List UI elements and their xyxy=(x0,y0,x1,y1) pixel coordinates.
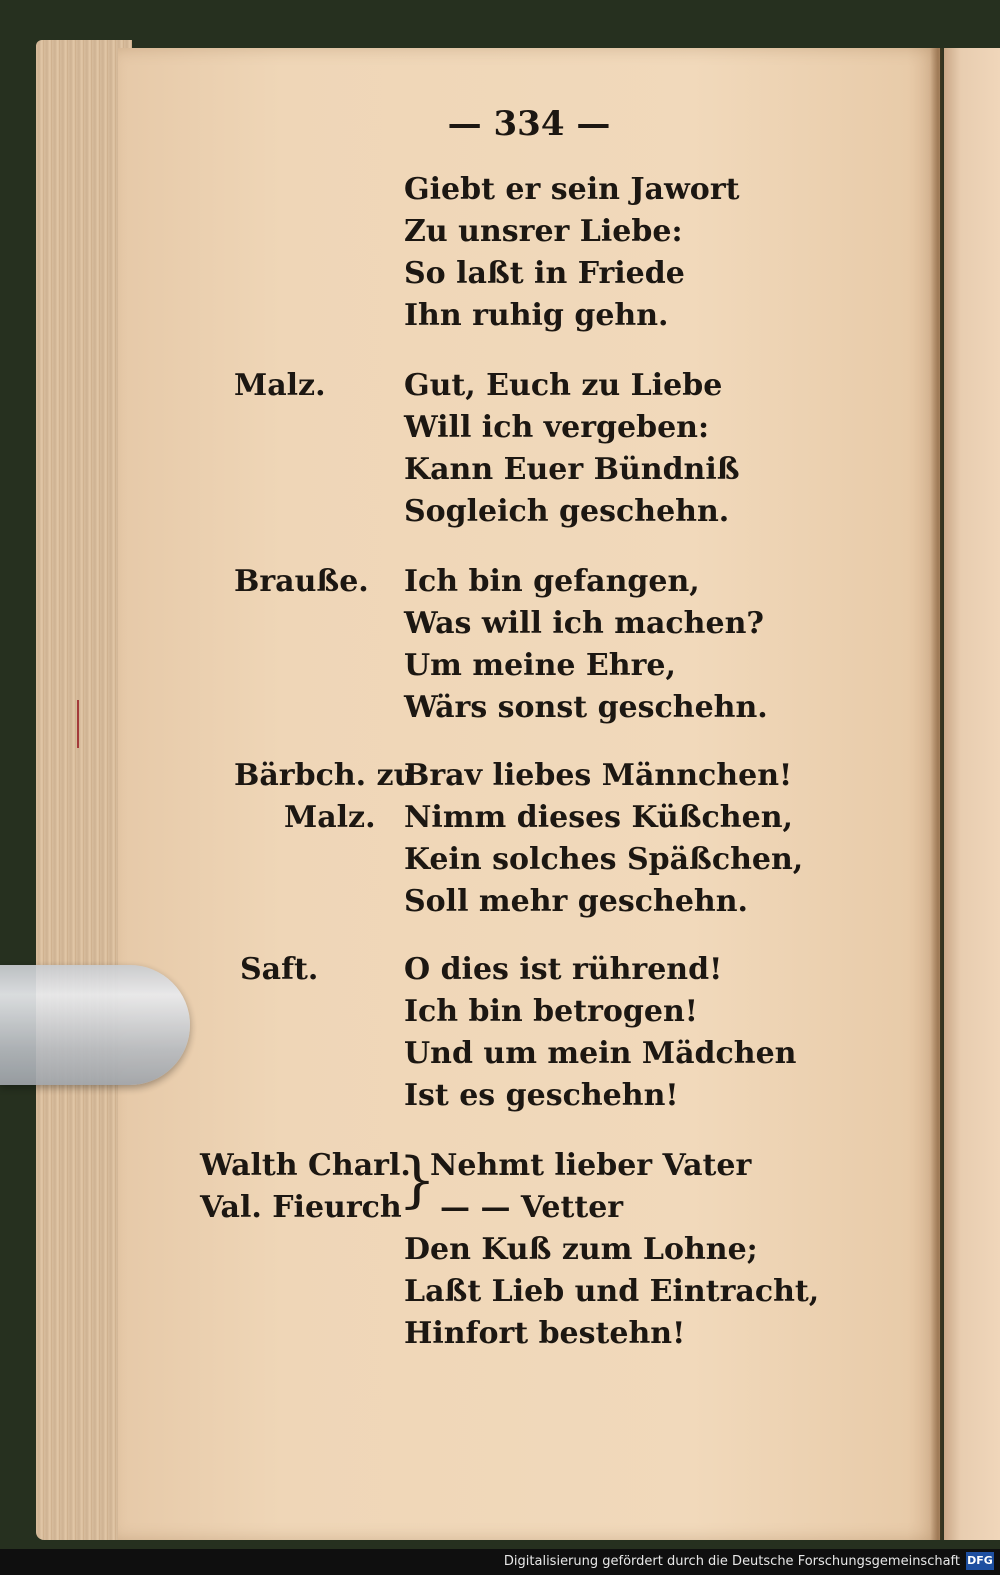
verse-line: Sogleich geschehn. xyxy=(404,494,730,529)
page-number: — 334 — xyxy=(447,104,611,144)
speaker-name: Brauße. xyxy=(234,564,369,599)
brace-symbol: } xyxy=(398,1145,437,1215)
verse-line: Hinfort bestehn! xyxy=(404,1316,686,1351)
red-margin-mark xyxy=(77,700,79,748)
verse-line: Giebt er sein Jawort xyxy=(404,172,740,207)
verse-line: Ich bin betrogen! xyxy=(404,994,698,1029)
verse-line: Und um mein Mädchen xyxy=(404,1036,797,1071)
verse-line: Kein solches Späßchen, xyxy=(404,842,804,877)
facing-page-edge xyxy=(944,48,1000,1540)
verse-line: Was will ich machen? xyxy=(404,606,764,641)
speaker-name-continued: Val. Fieurch xyxy=(200,1190,402,1225)
verse-line: Zu unsrer Liebe: xyxy=(404,214,683,249)
verse-line: — — Vetter xyxy=(440,1190,624,1225)
verse-line: Nimm dieses Küßchen, xyxy=(404,800,793,835)
verse-line: Will ich vergeben: xyxy=(404,410,710,445)
verse-line: Den Kuß zum Lohne; xyxy=(404,1232,758,1267)
verse-line: So laßt in Friede xyxy=(404,256,685,291)
verse-line: Kann Euer Bündniß xyxy=(404,452,740,487)
footer-credit: Digitalisierung gefördert durch die Deutsche Forschungsgemeinschaft xyxy=(503,1554,960,1569)
verse-line: Laßt Lieb und Eintracht, xyxy=(404,1274,820,1309)
verse-line: Ist es geschehn! xyxy=(404,1078,679,1113)
verse-line: Wärs sonst geschehn. xyxy=(404,690,768,725)
verse-line: Ihn ruhig gehn. xyxy=(404,298,669,333)
verse-line: Ich bin gefangen, xyxy=(404,564,700,599)
verse-line: Gut, Euch zu Liebe xyxy=(404,368,723,403)
verse-line: Um meine Ehre, xyxy=(404,648,676,683)
verse-line: Brav liebes Männchen! xyxy=(404,758,793,793)
verse-line: O dies ist rührend! xyxy=(404,952,723,987)
speaker-name: Malz. xyxy=(234,368,326,403)
dfg-logo: DFG xyxy=(966,1552,994,1570)
bookmark-clip xyxy=(0,965,190,1085)
speaker-name: Saft. xyxy=(240,952,319,987)
verse-line: Nehmt lieber Vater xyxy=(430,1148,752,1183)
speaker-name-continued: Malz. xyxy=(284,800,376,835)
speaker-name: Bärbch. zu xyxy=(234,758,416,793)
speaker-name: Walth Charl. xyxy=(200,1148,411,1183)
verse-line: Soll mehr geschehn. xyxy=(404,884,748,919)
